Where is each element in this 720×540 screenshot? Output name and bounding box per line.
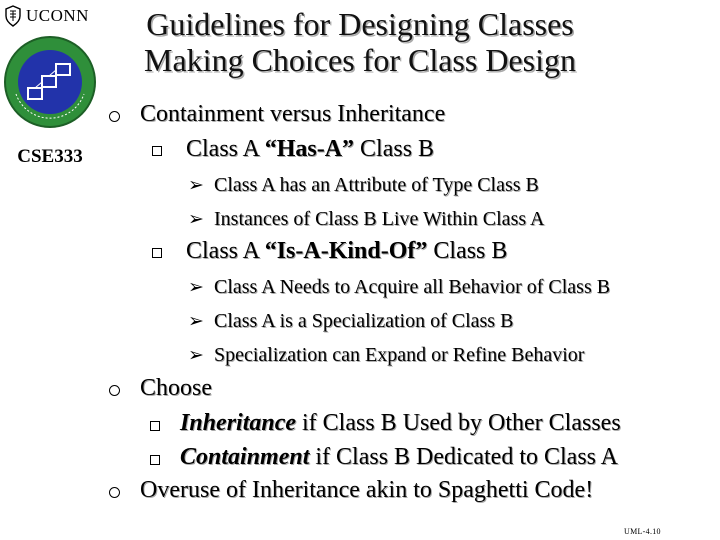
title-line-2: Making Choices for Class Design [144,42,576,78]
arrow-bullet-icon: ➢ [188,209,204,230]
bullet-specialization-of: Class A is a Specialization of Class B [214,310,514,332]
arrow-bullet-icon: ➢ [188,345,204,366]
bullet-inheritance-choice [180,410,621,437]
bullet-circle-icon [109,385,120,396]
bullet-square-icon [152,146,162,156]
arrow-bullet-icon: ➢ [188,175,204,196]
inheritance-rest: if Class B Used by Other Classes [296,410,621,436]
has-a-keyword: “Has-A” [264,136,355,162]
bullet-is-a-kind-of [186,238,507,265]
containment-rest: if Class B Dedicated to Class A [309,444,619,470]
uconn-logo-text: UCONN [26,6,89,25]
bullet-acquire-behavior: Class A Needs to Acquire all Behavior of Class B [214,276,611,298]
bullet-choose: Choose [140,375,212,401]
bullet-has-a [186,136,434,163]
bullet-square-icon [150,421,160,431]
bullet-containment-vs-inheritance: Containment versus Inheritance [140,101,446,127]
bullet-attribute-of-type: Class A has an Attribute of Type Class B [214,174,539,196]
is-a-prefix: Class A [186,238,265,264]
has-a-prefix: Class A [186,136,265,162]
is-a-keyword: “Is-A-Kind-Of” [264,238,428,264]
bullet-circle-icon [109,111,120,122]
bullet-square-icon [152,248,162,258]
has-a-suffix: Class B [354,136,435,162]
arrow-bullet-icon: ➢ [188,277,204,298]
bullet-overuse-inheritance: Overuse of Inheritance akin to Spaghetti Code! [140,477,594,503]
containment-keyword: Containment [180,444,310,470]
department-logo [2,34,98,130]
seal-icon [4,5,22,27]
title-line-1: Guidelines for Designing Classes [146,6,574,42]
bullet-expand-or-refine: Specialization can Expand or Refine Behavior [214,344,585,366]
uconn-logo [4,4,96,28]
bullet-instances-live-within: Instances of Class B Live Within Class A [214,208,545,230]
bullet-square-icon [150,455,160,465]
slide-number: UML-4.10 [624,527,661,536]
course-code: CSE333 [17,146,83,167]
slide-title [120,6,600,78]
bullet-circle-icon [109,487,120,498]
arrow-bullet-icon: ➢ [188,311,204,332]
bullet-containment-choice [180,444,618,471]
inheritance-keyword: Inheritance [180,410,297,436]
is-a-suffix: Class B [427,238,508,264]
